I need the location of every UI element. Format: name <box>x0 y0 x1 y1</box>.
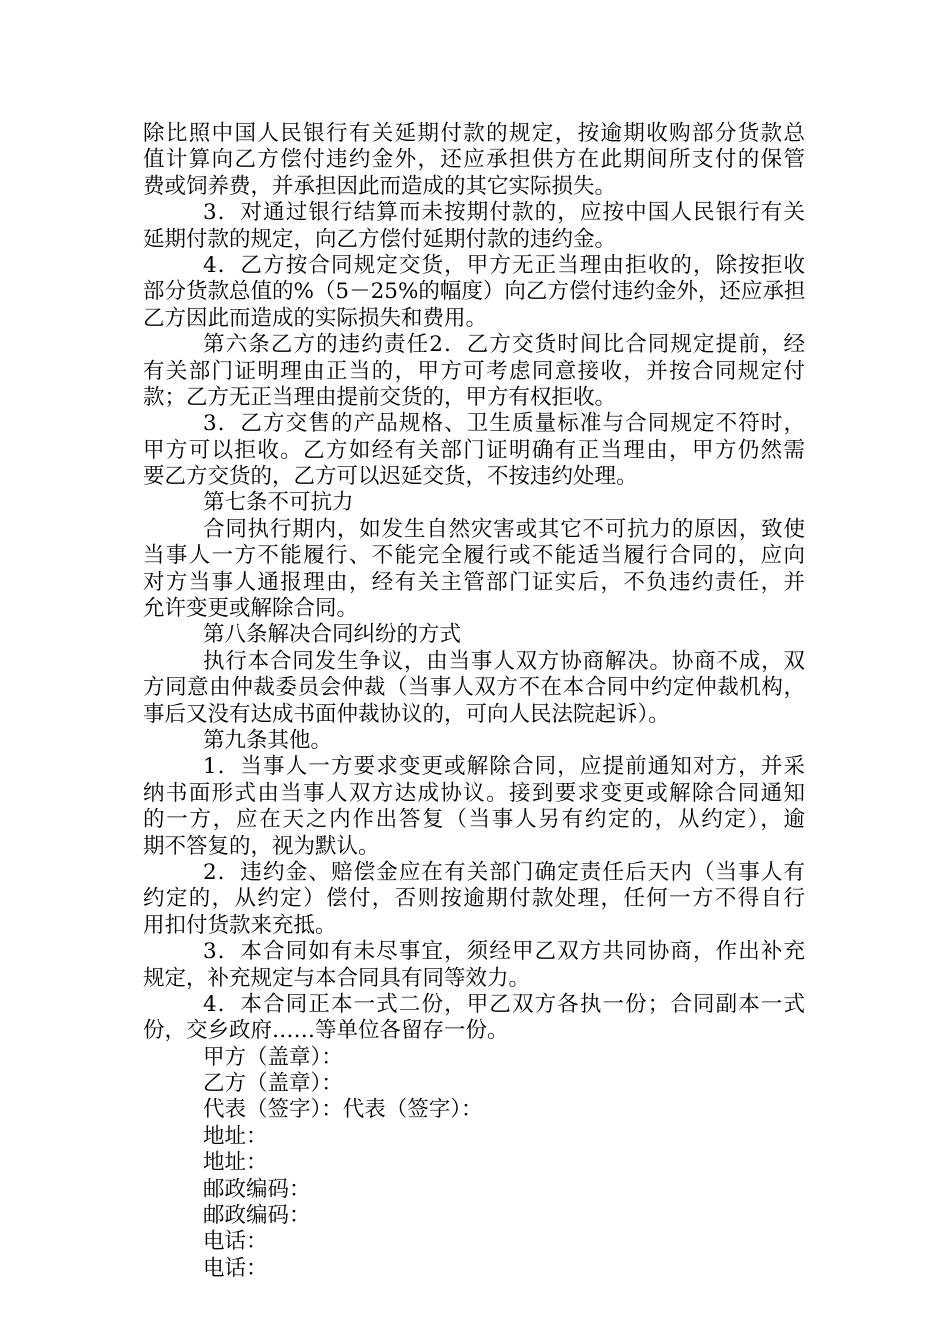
text-line: 第六条乙方的违约责任2．乙方交货时间比合同规定提前，经 <box>203 332 805 358</box>
text-line: 3．本合同如有未尽事宜，须经甲乙双方共同协商，作出补充 <box>203 939 805 965</box>
text-line: 第八条解决合同纠纷的方式 <box>203 622 462 648</box>
text-line: 电话： <box>203 1229 268 1255</box>
text-line: 3．对通过银行结算而未按期付款的，应按中国人民银行有关 <box>203 200 805 226</box>
text-line: 邮政编码： <box>203 1203 311 1229</box>
text-line: 费或饲养费，并承担因此而造成的其它实际损失。 <box>143 173 617 199</box>
text-line: 有关部门证明理由正当的，甲方可考虑同意接收，并按合同规定付 <box>143 358 805 384</box>
text-line: 约定的，从约定）偿付，否则按逾期付款处理，任何一方不得自行 <box>143 886 805 912</box>
text-line: 乙方（盖章）： <box>203 1071 343 1097</box>
text-line: 款；乙方无正当理由提前交货的，甲方有权拒收。 <box>143 384 617 410</box>
text-line: 合同执行期内，如发生自然灾害或其它不可抗力的原因，致使 <box>203 516 805 542</box>
text-line: 第七条不可抗力 <box>203 490 354 516</box>
text-line: 电话： <box>203 1255 268 1281</box>
text-line: 4．本合同正本一式二份，甲乙双方各执一份；合同副本一式 <box>203 991 805 1017</box>
text-line: 份，交乡政府……等单位各留存一份。 <box>143 1018 509 1044</box>
text-line: 邮政编码： <box>203 1176 311 1202</box>
text-line: 当事人一方不能履行、不能完全履行或不能适当履行合同的，应向 <box>143 543 805 569</box>
text-line: 乙方因此而造成的实际损失和费用。 <box>143 305 488 331</box>
text-line: 纳书面形式由当事人双方达成协议。接到要求变更或解除合同通知 <box>143 780 805 806</box>
text-line: 执行本合同发生争议，由当事人双方协商解决。协商不成，双 <box>203 648 805 674</box>
text-line: 对方当事人通报理由，经有关主管部门证实后，不负违约责任，并 <box>143 569 805 595</box>
text-line: 值计算向乙方偿付违约金外，还应承担供方在此期间所支付的保管 <box>143 147 805 173</box>
text-line: 地址： <box>203 1150 268 1176</box>
text-line: 甲方（盖章）： <box>203 1044 343 1070</box>
text-line: 2．违约金、赔偿金应在有关部门确定责任后天内（当事人有 <box>203 859 805 885</box>
text-line: 用扣付货款来充抵。 <box>143 912 337 938</box>
text-line: 延期付款的规定，向乙方偿付延期付款的违约金。 <box>143 226 617 252</box>
text-line: 1．当事人一方要求变更或解除合同，应提前通知对方，并采 <box>203 754 805 780</box>
text-line: 部分货款总值的%（5－25%的幅度）向乙方偿付违约金外，还应承担 <box>143 279 806 305</box>
text-line: 规定，补充规定与本合同具有同等效力。 <box>143 965 531 991</box>
text-line: 甲方可以拒收。乙方如经有关部门证明确有正当理由，甲方仍然需 <box>143 437 805 463</box>
text-line: 除比照中国人民银行有关延期付款的规定，按逾期收购部分货款总 <box>143 121 805 146</box>
text-line: 4．乙方按合同规定交货，甲方无正当理由拒收的，除按拒收 <box>203 252 805 278</box>
text-line: 事后又没有达成书面仲裁协议的，可向人民法院起诉）。 <box>143 701 670 727</box>
text-line: 的一方，应在天之内作出答复（当事人另有约定的，从约定），逾 <box>143 807 805 833</box>
text-line: 要乙方交货的，乙方可以迟延交货，不按违约处理。 <box>143 464 638 490</box>
document-body <box>143 121 805 1282</box>
text-line: 代表（签字）：代表（签字）： <box>203 1097 483 1123</box>
text-line: 地址： <box>203 1123 268 1149</box>
text-line: 方同意由仲裁委员会仲裁（当事人双方不在本合同中约定仲裁机构， <box>143 675 805 701</box>
text-line: 期不答复的，视为默认。 <box>143 833 380 859</box>
text-line: 允许变更或解除合同。 <box>143 596 359 622</box>
text-line: 第九条其他。 <box>203 727 333 753</box>
text-line: 3．乙方交售的产品规格、卫生质量标准与合同规定不符时， <box>203 411 805 437</box>
